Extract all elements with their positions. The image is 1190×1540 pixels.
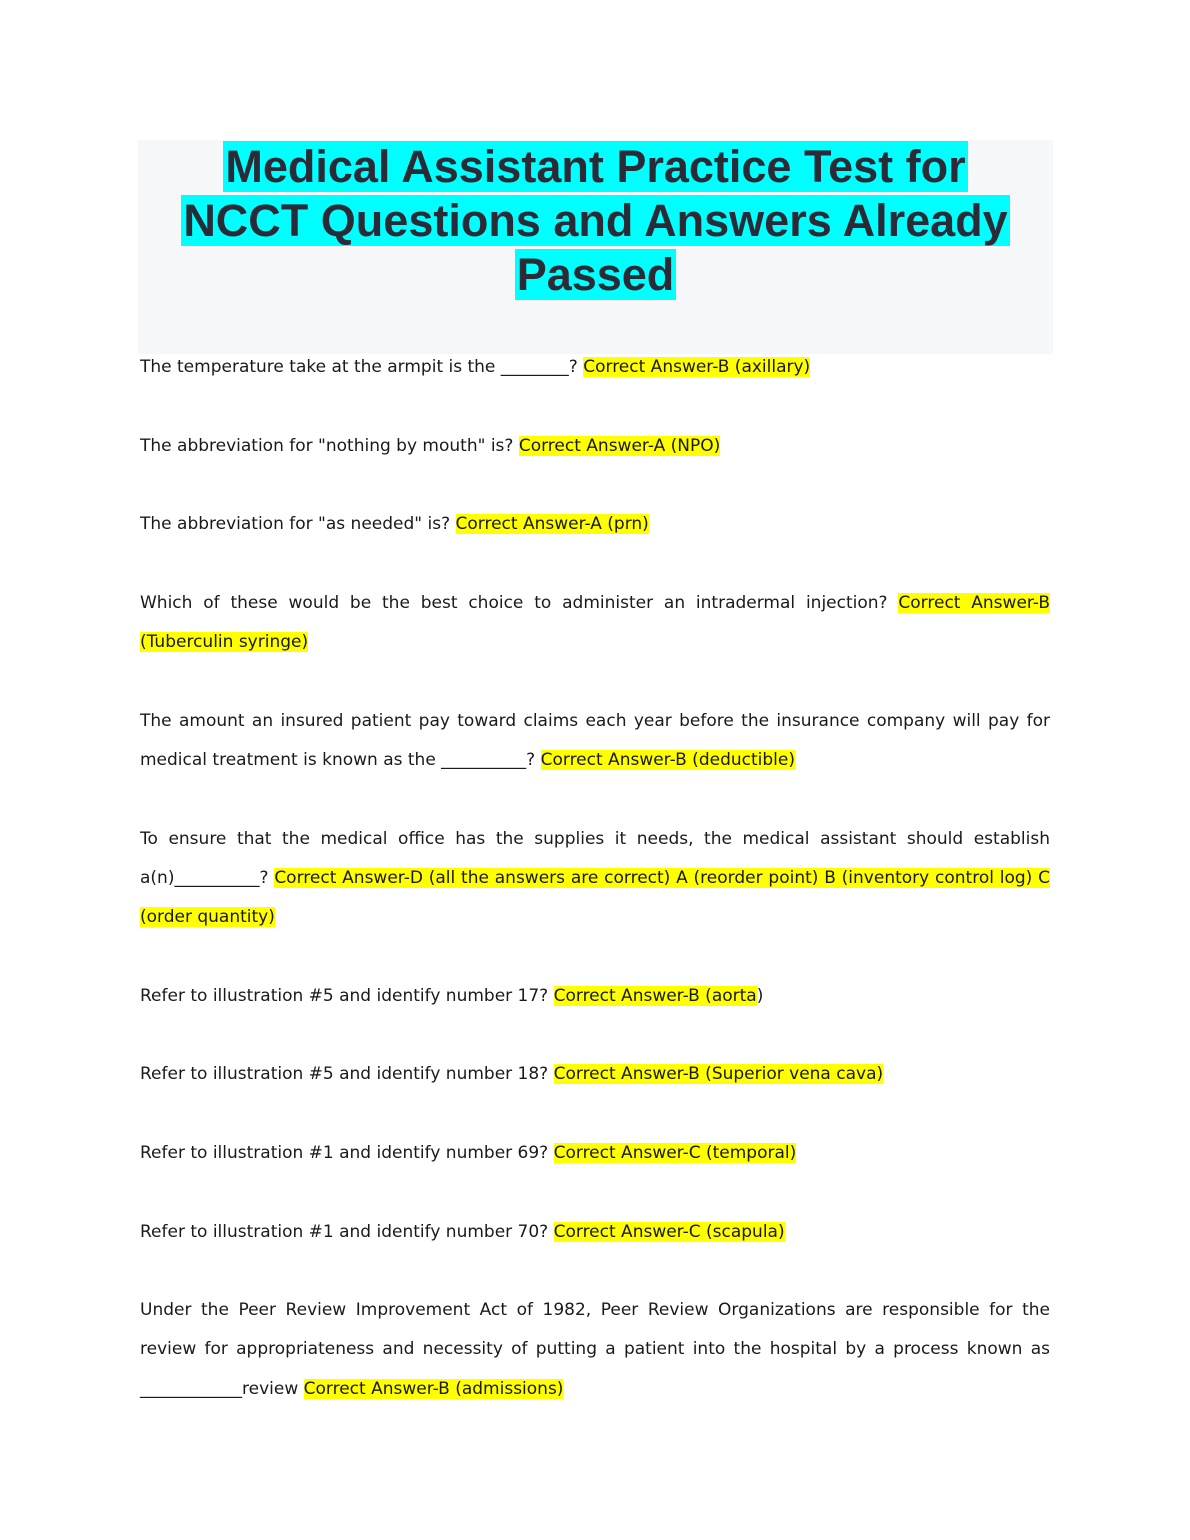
qa-item	[140, 977, 1050, 1016]
question-text: Refer to illustration #1 and identify number 69?	[140, 1142, 549, 1163]
document-title	[138, 140, 1053, 302]
qa-item	[140, 427, 1050, 466]
qa-item	[140, 584, 1050, 663]
answer-highlight: Correct Answer-C (scapula)	[553, 1221, 785, 1242]
qa-item	[140, 702, 1050, 781]
answer-highlight: Correct Answer-A (prn)	[455, 514, 649, 535]
answer-highlight: Correct Answer-B (Tuberculin syringe)	[140, 592, 1050, 653]
title-line-3: Passed	[516, 249, 675, 300]
title-line-2: NCCT Questions and Answers Already	[183, 195, 1008, 246]
answer-highlight: Correct Answer-C (temporal)	[553, 1142, 797, 1163]
answer-tail: )	[756, 985, 764, 1006]
question-text: To ensure that the medical office has the supplies it needs, the medical assistant should establish a(n)__________?	[140, 828, 1050, 888]
answer-highlight: Correct Answer-B (deductible)	[540, 749, 795, 770]
answer-highlight: Correct Answer-A (NPO)	[518, 435, 721, 456]
question-text: Refer to illustration #5 and identify number 17?	[140, 985, 549, 1006]
question-text: Which of these would be the best choice to administer an intradermal injection?	[140, 592, 888, 613]
qa-item	[140, 1134, 1050, 1173]
answer-highlight: Correct Answer-B (admissions)	[303, 1378, 564, 1399]
qa-item	[140, 1291, 1050, 1409]
question-text: Under the Peer Review Improvement Act of 1982, Peer Review Organizations are responsible for the review for appropriateness and necessity of putting a patient into the hospital by a process known as ____________review	[140, 1300, 1050, 1399]
question-text: Refer to illustration #1 and identify number 70?	[140, 1221, 549, 1242]
question-text: Refer to illustration #5 and identify number 18?	[140, 1064, 549, 1085]
qa-item	[140, 505, 1050, 544]
question-text: The temperature take at the armpit is the ________?	[140, 357, 578, 377]
question-text: The amount an insured patient pay toward claims each year before the insurance company will pay for medical treatment is known as the __________?	[140, 710, 1050, 770]
qa-item	[140, 348, 1050, 387]
answer-highlight: Correct Answer-B (aorta	[553, 985, 757, 1006]
qa-item	[140, 1055, 1050, 1094]
answer-highlight: Correct Answer-B (Superior vena cava)	[553, 1064, 884, 1085]
question-text: The abbreviation for "nothing by mouth" is?	[140, 435, 514, 456]
title-line-1: Medical Assistant Practice Test for	[225, 141, 966, 192]
qa-item	[140, 1213, 1050, 1252]
qa-list	[140, 348, 1050, 1448]
title-block	[138, 140, 1053, 354]
question-text: The abbreviation for "as needed" is?	[140, 514, 451, 535]
answer-highlight: Correct Answer-D (all the answers are correct) A (reorder point) B (inventory control log) C (order quantity)	[140, 867, 1050, 928]
answer-highlight: Correct Answer-B (axillary)	[583, 357, 811, 377]
qa-item	[140, 820, 1050, 938]
